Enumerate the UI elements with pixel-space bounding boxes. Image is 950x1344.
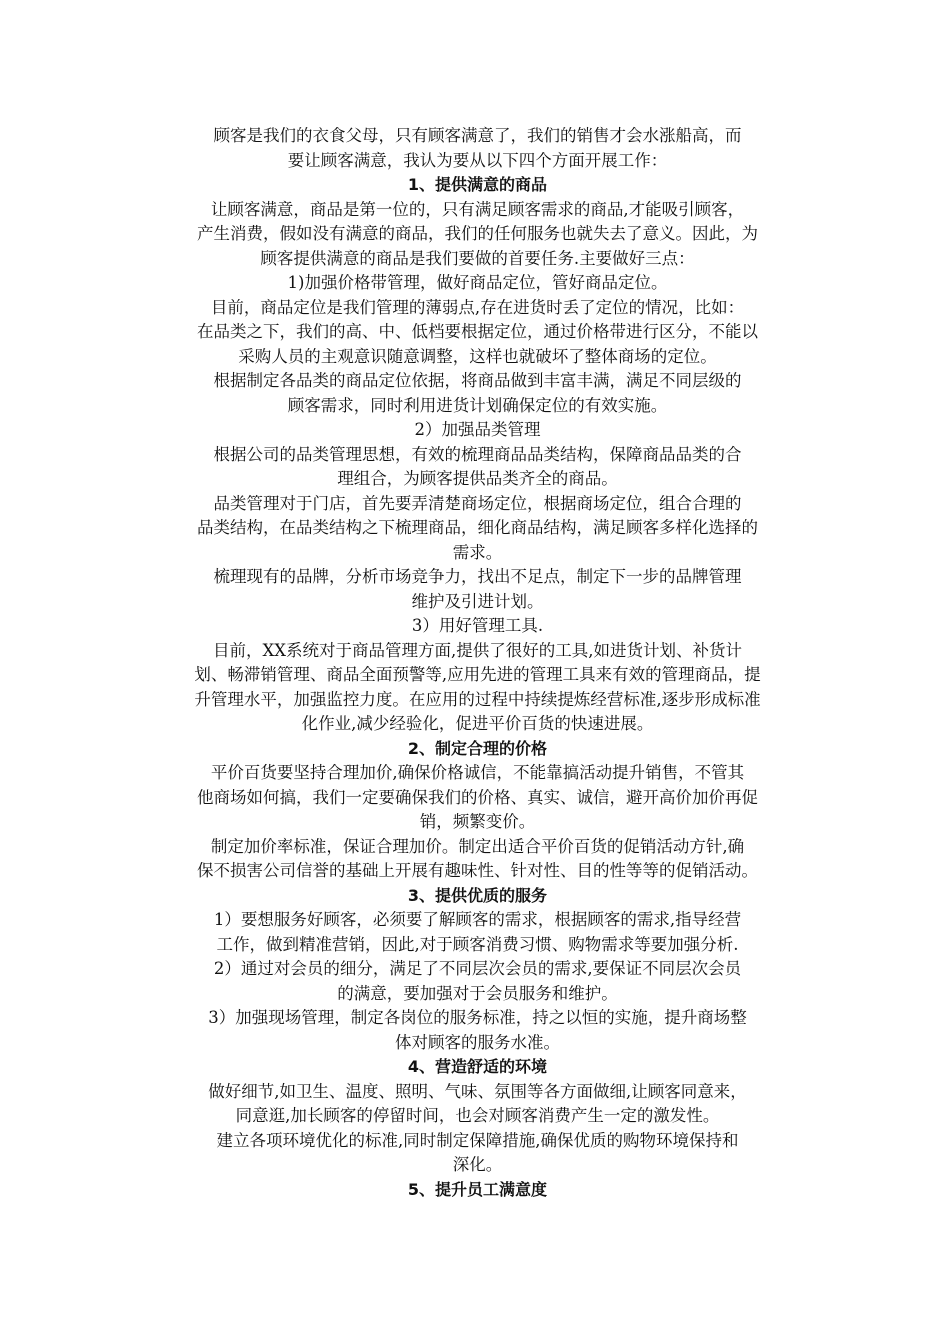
paragraph — [150, 614, 805, 639]
text-line: 升管理水平，加强监控力度。在应用的过程中持续提炼经营标准,逐步形成标准 — [194, 689, 761, 709]
text-line: 同意逛,加长顾客的停留时间，也会对顾客消费产生一定的激发性。 — [235, 1106, 720, 1125]
text-line: 3）用好管理工具. — [411, 616, 544, 635]
paragraph — [150, 908, 805, 957]
text-line: 2）通过对会员的细分，满足了不同层次会员的需求,要保证不同层次会员 — [213, 959, 742, 978]
text-line: 建立各项环境优化的标准,同时制定保障措施,确保优质的购物环境保持和 — [216, 1130, 739, 1150]
text-line: 平价百货要坚持合理加价,确保价格诚信，不能靠搞活动提升销售，不管其 — [210, 763, 745, 782]
text-line: 采购人员的主观意识随意调整，这样也就破坏了整体商场的定位。 — [238, 346, 717, 366]
text-line: 1）要想服务好顾客，必须要了解顾客的需求，根据顾客的需求,指导经营 — [213, 910, 742, 929]
text-line: 4、营造舒适的环境 — [407, 1057, 548, 1076]
text-line: 做好细节,如卫生、温度、照明、气味、氛围等各方面做细,让顾客同意来， — [208, 1081, 747, 1101]
paragraph — [150, 198, 805, 272]
text-line: 目前，XX系统对于商品管理方面,提供了很好的工具,如进货计划、补货计 — [213, 640, 742, 660]
text-line: 2）加强品类管理 — [414, 420, 541, 439]
paragraph — [150, 639, 805, 737]
text-line: 的满意，要加强对于会员服务和维护。 — [337, 983, 618, 1003]
text-line: 维护及引进计划。 — [411, 591, 544, 611]
section-heading — [150, 1055, 805, 1080]
text-line: 顾客是我们的衣食父母，只有顾客满意了，我们的销售才会水涨船高，而 — [213, 126, 742, 145]
text-line: 顾客提供满意的商品是我们要做的首要任务.主要做好三点： — [260, 248, 695, 268]
text-line: 理组合，为顾客提供品类齐全的商品。 — [337, 469, 618, 488]
text-line: 品类结构，在品类结构之下梳理商品，细化商品结构，满足顾客多样化选择的 — [197, 518, 758, 537]
text-line: 1)加强价格带管理，做好商品定位，管好商品定位。 — [287, 273, 668, 292]
text-line: 划、畅滞销管理、商品全面预警等,应用先进的管理工具来有效的管理商品，提 — [194, 665, 761, 684]
text-line: 目前，商品定位是我们管理的薄弱点,存在进货时丢了定位的情况，比如： — [210, 297, 745, 317]
paragraph — [150, 1129, 805, 1178]
text-line: 1、提供满意的商品 — [407, 175, 548, 194]
paragraph — [150, 957, 805, 1006]
text-line: 需求。 — [452, 542, 503, 562]
paragraph — [150, 1080, 805, 1129]
text-line: 顾客需求，同时利用进货计划确保定位的有效实施。 — [287, 395, 668, 415]
text-line: 品类管理对于门店，首先要弄清楚商场定位，根据商场定位，组合合理的 — [213, 493, 742, 513]
paragraph — [150, 761, 805, 835]
paragraph — [150, 565, 805, 614]
text-line: 销，频繁变价。 — [419, 812, 536, 831]
text-line: 工作，做到精准营销，因此,对于顾客消费习惯、购物需求等要加强分析. — [216, 934, 739, 954]
text-line: 3）加强现场管理，制定各岗位的服务标准，持之以恒的实施，提升商场整 — [208, 1008, 747, 1027]
text-line: 梳理现有的品牌，分析市场竞争力，找出不足点，制定下一步的品牌管理 — [213, 567, 742, 586]
text-line: 5、提升员工满意度 — [407, 1179, 548, 1199]
section-heading — [150, 173, 805, 198]
paragraph — [150, 835, 805, 884]
text-line: 制定加价率标准，保证合理加价。制定出适合平价百货的促销活动方针,确 — [210, 836, 745, 856]
paragraph — [150, 418, 805, 443]
text-line: 体对顾客的服务水准。 — [395, 1032, 560, 1052]
text-line: 2、制定合理的价格 — [407, 738, 548, 758]
paragraph — [150, 1006, 805, 1055]
text-line: 保不损害公司信誉的基础上开展有趣味性、针对性、目的性等等的促销活动。 — [197, 861, 758, 880]
text-line: 要让顾客满意，我认为要从以下四个方面开展工作： — [287, 150, 668, 170]
document-body — [150, 124, 805, 1202]
paragraph — [150, 369, 805, 418]
text-line: 在品类之下，我们的高、中、低档要根据定位，通过价格带进行区分，不能以 — [197, 322, 758, 341]
paragraph — [150, 271, 805, 296]
text-line: 产生消费，假如没有满意的商品，我们的任何服务也就失去了意义。因此，为 — [197, 224, 758, 243]
paragraph — [150, 492, 805, 566]
text-line: 深化。 — [452, 1155, 503, 1174]
section-heading — [150, 1178, 805, 1203]
text-line: 3、提供优质的服务 — [407, 885, 548, 905]
text-line: 他商场如何搞，我们一定要确保我们的价格、真实、诚信，避开高价加价再促 — [197, 787, 758, 807]
text-line: 让顾客满意，商品是第一位的，只有满足顾客需求的商品,才能吸引顾客， — [210, 199, 745, 219]
paragraph — [150, 124, 805, 173]
text-line: 化作业,减少经验化，促进平价百货的快速进展。 — [301, 714, 654, 733]
section-heading — [150, 884, 805, 909]
text-line: 根据公司的品类管理思想，有效的梳理商品品类结构，保障商品品类的合 — [213, 444, 742, 464]
paragraph — [150, 443, 805, 492]
paragraph — [150, 296, 805, 370]
section-heading — [150, 737, 805, 762]
text-line: 根据制定各品类的商品定位依据，将商品做到丰富丰满，满足不同层级的 — [213, 371, 742, 390]
